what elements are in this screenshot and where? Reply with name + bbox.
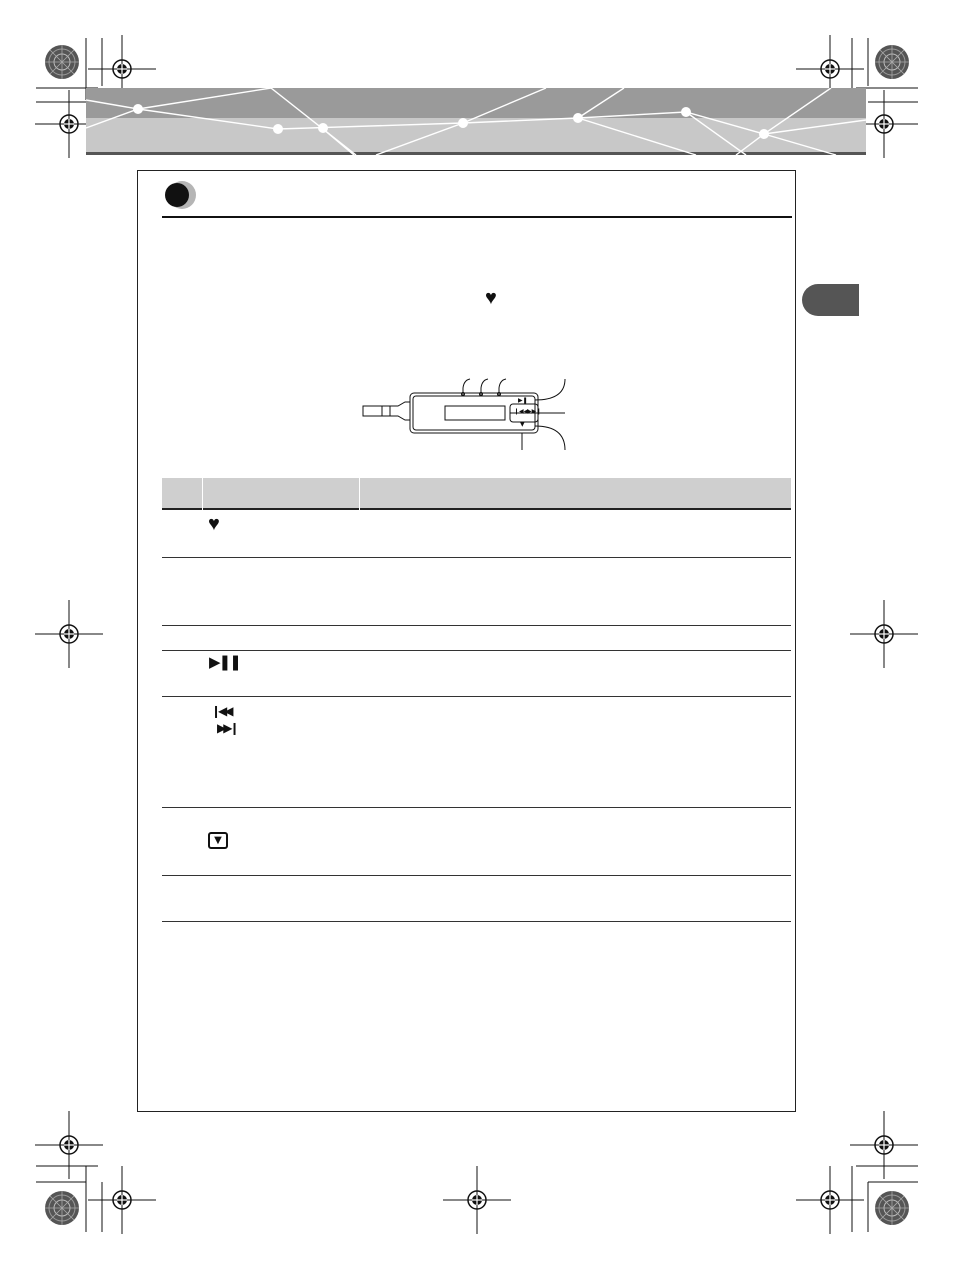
row-divider (162, 557, 791, 558)
row-divider (162, 921, 791, 922)
table-header (162, 478, 791, 510)
color-target-icon (875, 45, 909, 79)
chapter-tab (802, 284, 859, 316)
row-divider (162, 625, 791, 626)
svg-text:▼: ▼ (520, 421, 525, 428)
color-target-icon (45, 45, 79, 79)
registration-mark-icon (850, 600, 918, 668)
section-bullet-icon (162, 180, 198, 212)
color-target-icon (875, 1191, 909, 1225)
svg-text:▶▶❙: ▶▶❙ (527, 408, 542, 415)
row-divider (162, 807, 791, 808)
content-frame (137, 170, 796, 1112)
registration-mark-icon (88, 1166, 156, 1234)
heart-icon: ♥ (485, 287, 497, 309)
color-target-icon (45, 1191, 79, 1225)
registration-mark-icon (35, 600, 103, 668)
heart-icon: ♥ (208, 513, 220, 535)
registration-mark-icon (850, 1111, 918, 1179)
section-heading (162, 180, 792, 218)
device-illustration (360, 374, 580, 454)
svg-text:❙◀◀: ❙◀◀ (514, 408, 529, 415)
registration-mark-icon (35, 1111, 103, 1179)
play-pause-icon: ▶❚❚ (209, 653, 240, 671)
previous-track-icon: ❙◀◀ (211, 704, 231, 718)
registration-mark-icon (443, 1166, 511, 1234)
svg-text:▶❚: ▶❚ (518, 397, 528, 404)
header-band (86, 88, 866, 155)
registration-mark-icon (796, 1166, 864, 1234)
next-track-icon: ▶▶❙ (217, 721, 237, 735)
row-divider (162, 875, 791, 876)
row-divider (162, 696, 791, 697)
row-divider (162, 650, 791, 651)
menu-down-box-icon: ▼ (208, 832, 228, 849)
